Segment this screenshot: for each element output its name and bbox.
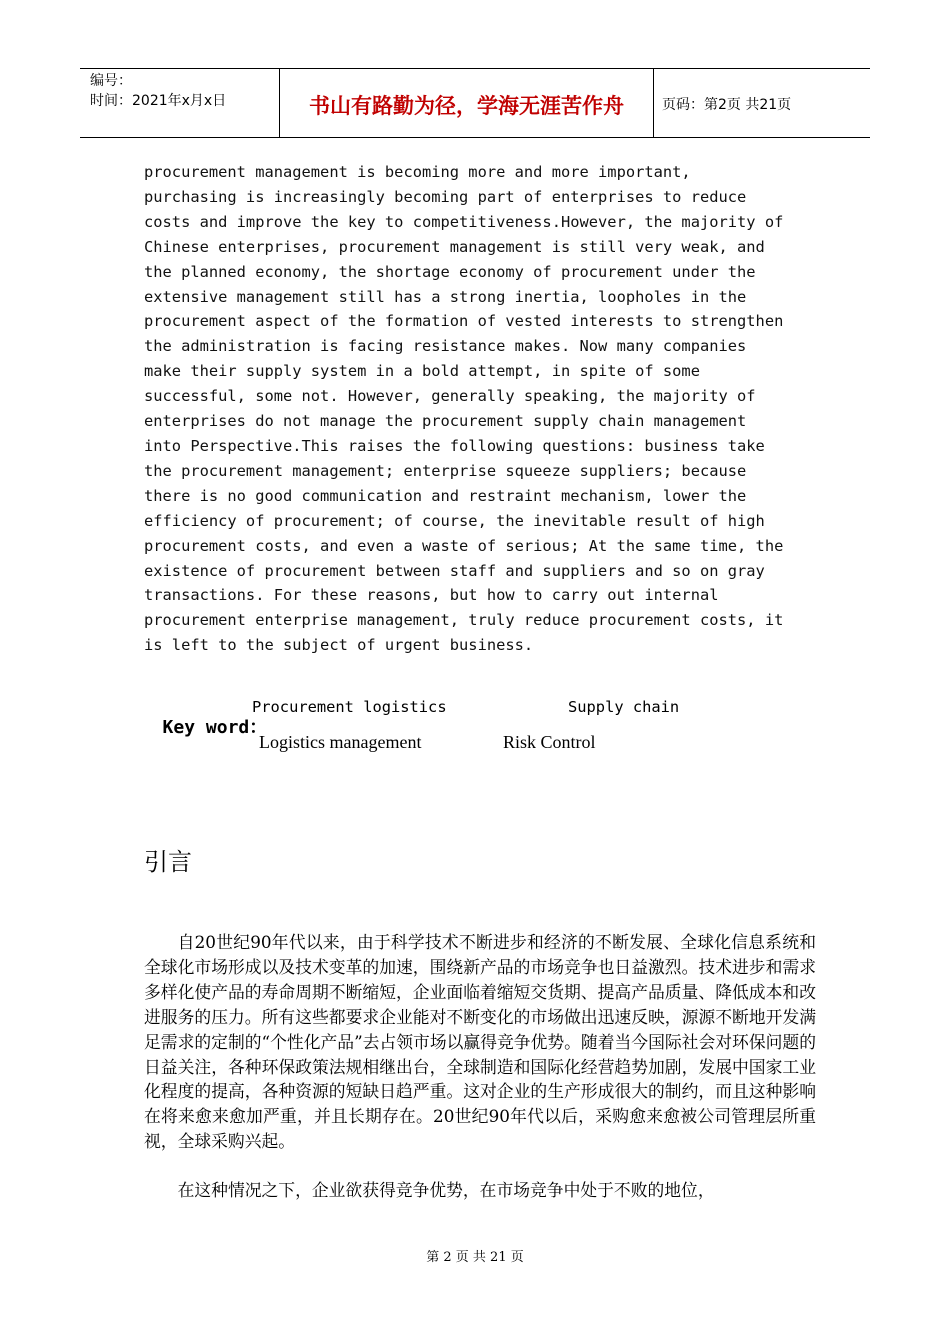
abstract-text <box>144 160 824 658</box>
header-meta <box>80 69 280 137</box>
abstract-line: is left to the subject of urgent business. <box>144 636 534 655</box>
abstract-line: there is no good communication and restraint mechanism, lower the <box>144 486 747 505</box>
abstract-line: the administration is facing resistance makes. Now many companies <box>144 337 747 356</box>
abstract-line: extensive management still has a strong inertia, loopholes in the <box>144 287 747 306</box>
abstract-line: procurement enterprise management, truly reduce procurement costs, it <box>144 611 784 630</box>
section-title: 引言 <box>144 848 192 876</box>
keyword-procurement-logistics: Procurement logistics <box>252 698 447 716</box>
abstract-line: costs and improve the key to competitiveness.However, the majority of <box>144 212 784 231</box>
abstract-line: transactions. For these reasons, but how to carry out internal <box>144 586 719 605</box>
header-page-info: 页码：第2页 共21页 <box>662 97 792 113</box>
keyword-risk-control: Risk Control <box>503 732 596 752</box>
paragraph: 自20世纪90年代以来，由于科学技术不断进步和经济的不断发展、全球化信息系统和全球化市场形成以及技术变革的加速，围绕新产品的市场竞争也日益激烈。技术进步和需求多样化使产品的寿命周期不断缩短，企业面临着缩短交货期、提高产品质量、降低成本和改进服务的压力。所有这些都要求企业能对不断变化的市场做出迅速反映，源源不断地开发满足需求的定制的“个性化产品”去占领市场以赢得竞争优势。随着当今国际社会对环保问题的日益关注，各种环保政策法规相继出台，全球制造和国际化经营趋势加剧，发展中国家工业化程度的提高，各种资源的短缺日趋严重。这对企业的生产形成很大的制约，而且这种影响在将来愈来愈加严重，并且长期存在。20世纪90年代以后，采购愈来愈被公司管理层所重视，全球采购兴起。 <box>144 932 816 1152</box>
paragraph: 在这种情况之下，企业欲获得竞争优势，在市场竞争中处于不败的地位， <box>177 1180 715 1201</box>
abstract-line: procurement management is becoming more and more important, <box>144 163 691 181</box>
abstract-line: enterprises do not manage the procurement supply chain management <box>144 412 747 431</box>
abstract-line: existence of procurement between staff and suppliers and so on gray <box>144 561 765 580</box>
abstract-line: efficiency of procurement; of course, the inevitable result of high <box>144 511 765 530</box>
abstract-line: purchasing is increasingly becoming part of enterprises to reduce <box>144 187 747 206</box>
abstract-line: Chinese enterprises, procurement management is still very weak, and <box>144 237 765 256</box>
abstract-line: make their supply system in a bold attempt, in spite of some <box>144 362 700 381</box>
keywords-label: Key word： <box>162 717 268 738</box>
abstract-line: procurement costs, and even a waste of serious; At the same time, the <box>144 536 784 555</box>
body-text <box>144 930 816 1203</box>
header-motto: 书山有路勤为径，学海无涯苦作舟 <box>280 69 654 137</box>
header-table <box>80 68 870 138</box>
keyword-logistics-management: Logistics management <box>259 732 422 752</box>
abstract-line: procurement aspect of the formation of vested interests to strengthen <box>144 312 784 331</box>
abstract-line: into Perspective.This raises the following questions: business take <box>144 436 765 455</box>
doc-time-label: 时间：2021年x月x日 <box>90 93 227 109</box>
abstract-line: successful, some not. However, generally speaking, the majority of <box>144 387 756 406</box>
abstract-line: the procurement management; enterprise squeeze suppliers; because <box>144 461 747 480</box>
keyword-supply-chain: Supply chain <box>568 698 680 716</box>
keywords-row <box>144 695 824 738</box>
abstract-line: the planned economy, the shortage economy of procurement under the <box>144 262 756 281</box>
doc-id-label: 编号： <box>90 73 132 89</box>
page-footer: 第 2 页 共 21 页 <box>426 1250 524 1265</box>
